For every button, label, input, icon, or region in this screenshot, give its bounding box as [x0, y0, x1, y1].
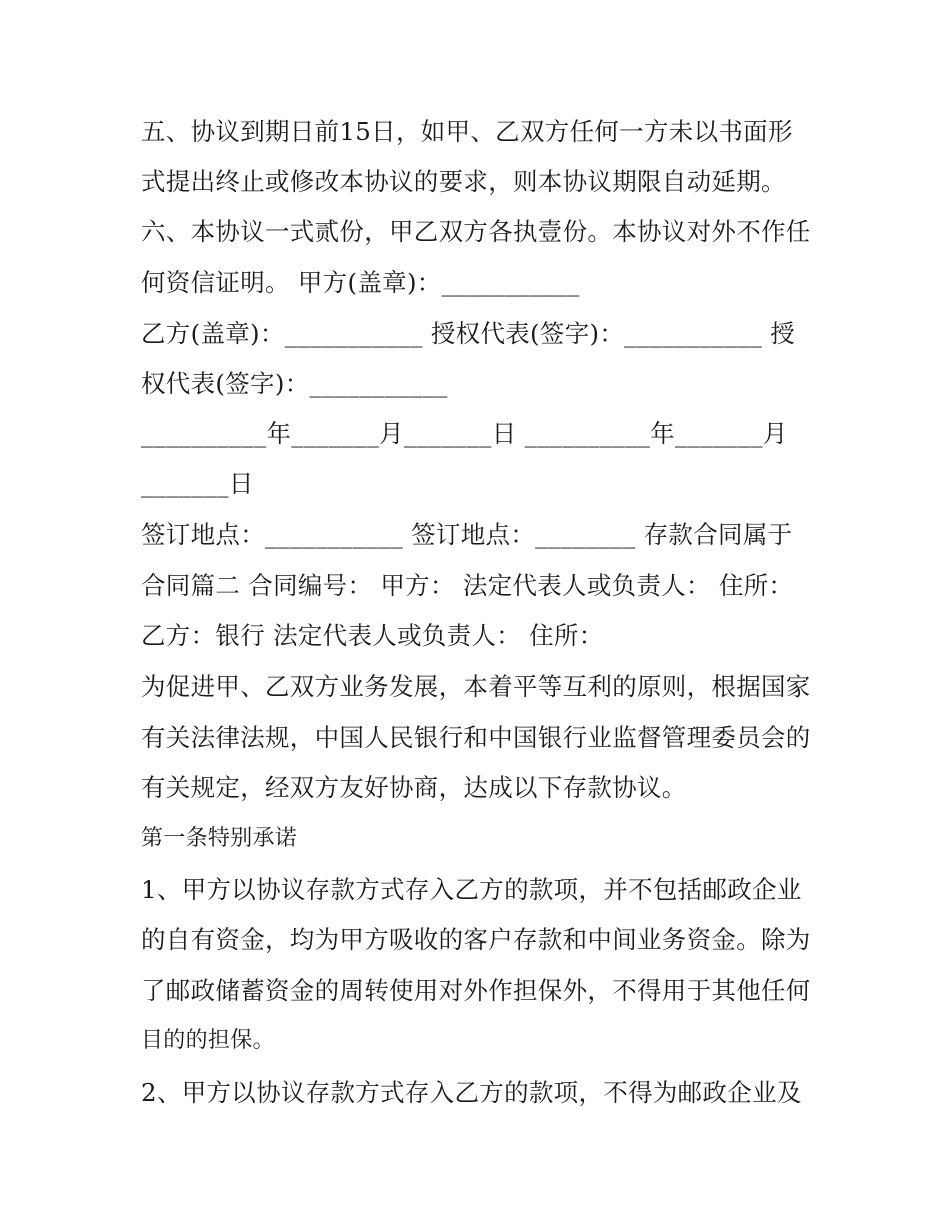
- text-line: _______日: [141, 469, 254, 498]
- text-line: 六、本协议一式贰份，甲乙双方各执壹份。本协议对外不作任: [141, 217, 811, 246]
- text-line: 签订地点：___________ 签订地点：________ 存款合同属于: [141, 520, 793, 549]
- text-line: 有关法律法规，中国人民银行和中国银行业监督管理委员会的: [141, 723, 811, 752]
- section-heading: 第一条特别承诺: [141, 826, 298, 851]
- text-line: 有关规定，经双方友好协商，达成以下存款协议。: [141, 773, 687, 802]
- text-line: 2、甲方以协议存款方式存入乙方的款项，不得为邮政企业及: [141, 1078, 802, 1107]
- text-line: 目的的担保。: [141, 1028, 275, 1053]
- text-line: 了邮政储蓄资金的周转使用对外作担保外，不得用于其他任何: [141, 976, 811, 1005]
- text-line: 乙方：银行 法定代表人或负责人： 住所：: [141, 621, 604, 650]
- text-line: 1、甲方以协议存款方式存入乙方的款项，并不包括邮政企业: [141, 875, 802, 904]
- text-line: 权代表(签字)：___________: [141, 369, 448, 398]
- text-line: __________年_______月_______日 __________年_______月: [141, 419, 788, 448]
- text-line: 式提出终止或修改本协议的要求，则本协议期限自动延期。: [141, 167, 786, 196]
- text-line: 合同篇二 合同编号： 甲方： 法定代表人或负责人： 住所：: [141, 571, 794, 600]
- text-line: 何资信证明。 甲方(盖章)：___________: [141, 268, 580, 297]
- text-line: 五、协议到期日前15日，如甲、乙双方任何一方未以书面形: [141, 117, 793, 146]
- text-line: 的自有资金，均为甲方吸收的客户存款和中间业务资金。除为: [141, 925, 811, 954]
- text-line: 乙方(盖章)：___________ 授权代表(签字)：___________ 授: [141, 319, 796, 348]
- text-line: 为促进甲、乙双方业务发展，本着平等互利的原则，根据国家: [141, 672, 811, 701]
